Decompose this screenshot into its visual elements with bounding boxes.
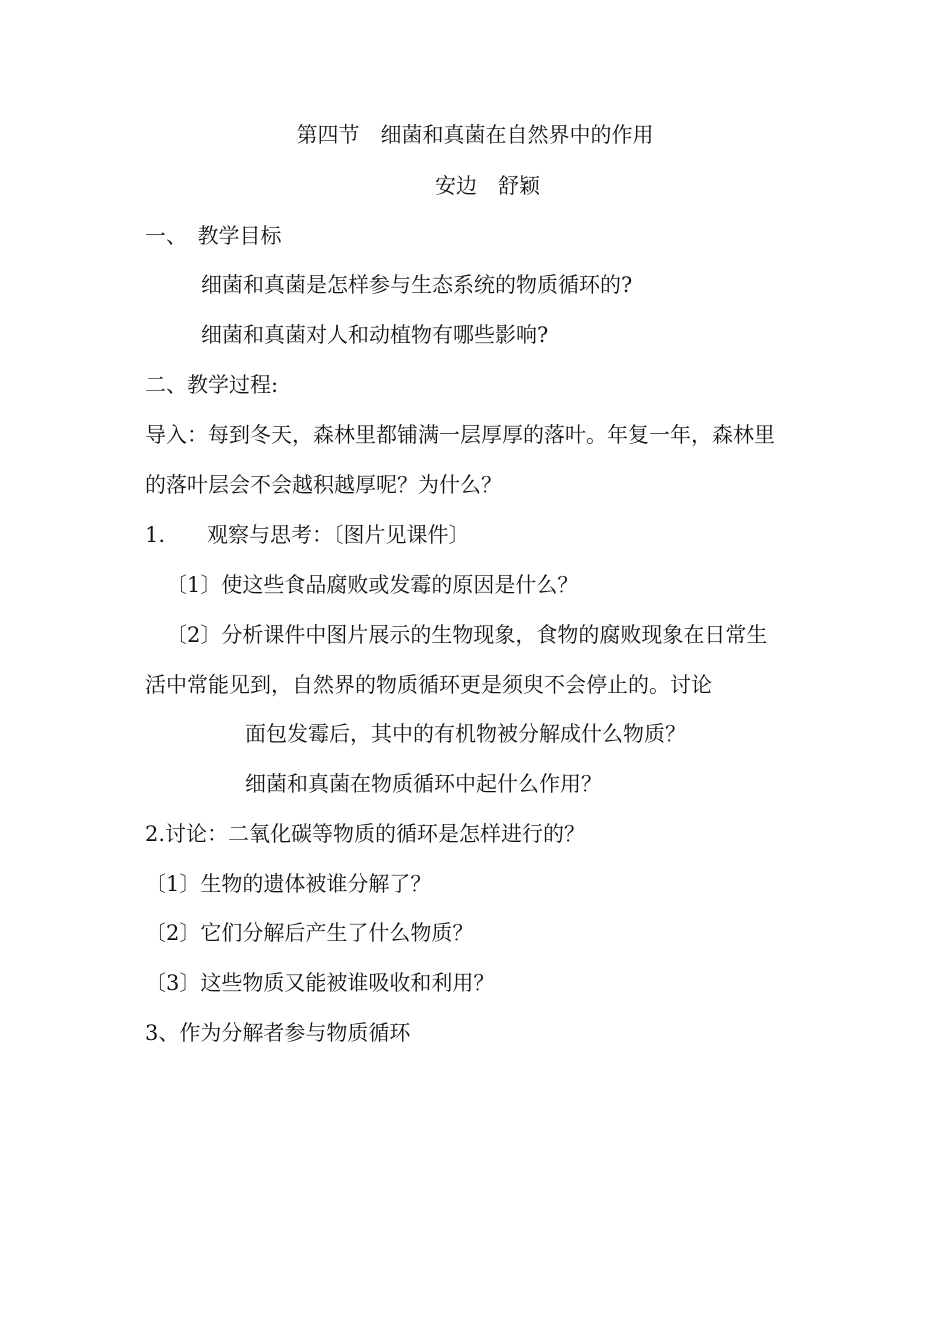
section1-heading: 一、 教学目标 <box>145 224 282 248</box>
teaching-goal-1: 细菌和真菌是怎样参与生态系统的物质循环的? <box>201 273 633 297</box>
item2-question-1: 〔1〕生物的遗体被谁分解了？ <box>145 872 432 896</box>
item1-question-2-line-2: 活中常能见到，自然界的物质循环更是须臾不会停止的。讨论 <box>145 673 712 697</box>
intro-line-1: 导入：每到冬天，森林里都铺满一层厚厚的落叶。年复一年，森林里 <box>145 423 775 447</box>
teaching-goal-2: 细菌和真菌对人和动植物有哪些影响? <box>201 323 549 347</box>
document-author: 安边 舒颖 <box>435 174 540 198</box>
discussion-question-2: 细菌和真菌在物质循环中起什么作用？ <box>245 772 602 796</box>
item1-question-2-line-1: 〔2〕分析课件中图片展示的生物现象，食物的腐败现象在日常生 <box>166 623 768 647</box>
intro-line-2: 的落叶层会不会越积越厚呢？为什么？ <box>145 473 502 497</box>
item3-heading: 3、作为分解者参与物质循环 <box>145 1021 411 1045</box>
document-title: 第四节 细菌和真菌在自然界中的作用 <box>296 123 654 147</box>
item2-question-3: 〔3〕这些物质又能被谁吸收和利用？ <box>145 971 495 995</box>
item2-question-2: 〔2〕它们分解后产生了什么物质？ <box>145 921 474 945</box>
item2-heading: 2.讨论：二氧化碳等物质的循环是怎样进行的？ <box>145 822 586 846</box>
item1-heading: 1. 观察与思考：〔图片见课件〕 <box>145 523 470 547</box>
item1-question-1: 〔1〕使这些食品腐败或发霉的原因是什么？ <box>166 573 579 597</box>
section2-heading: 二、教学过程: <box>145 373 279 397</box>
discussion-question-1: 面包发霉后，其中的有机物被分解成什么物质？ <box>245 722 686 746</box>
